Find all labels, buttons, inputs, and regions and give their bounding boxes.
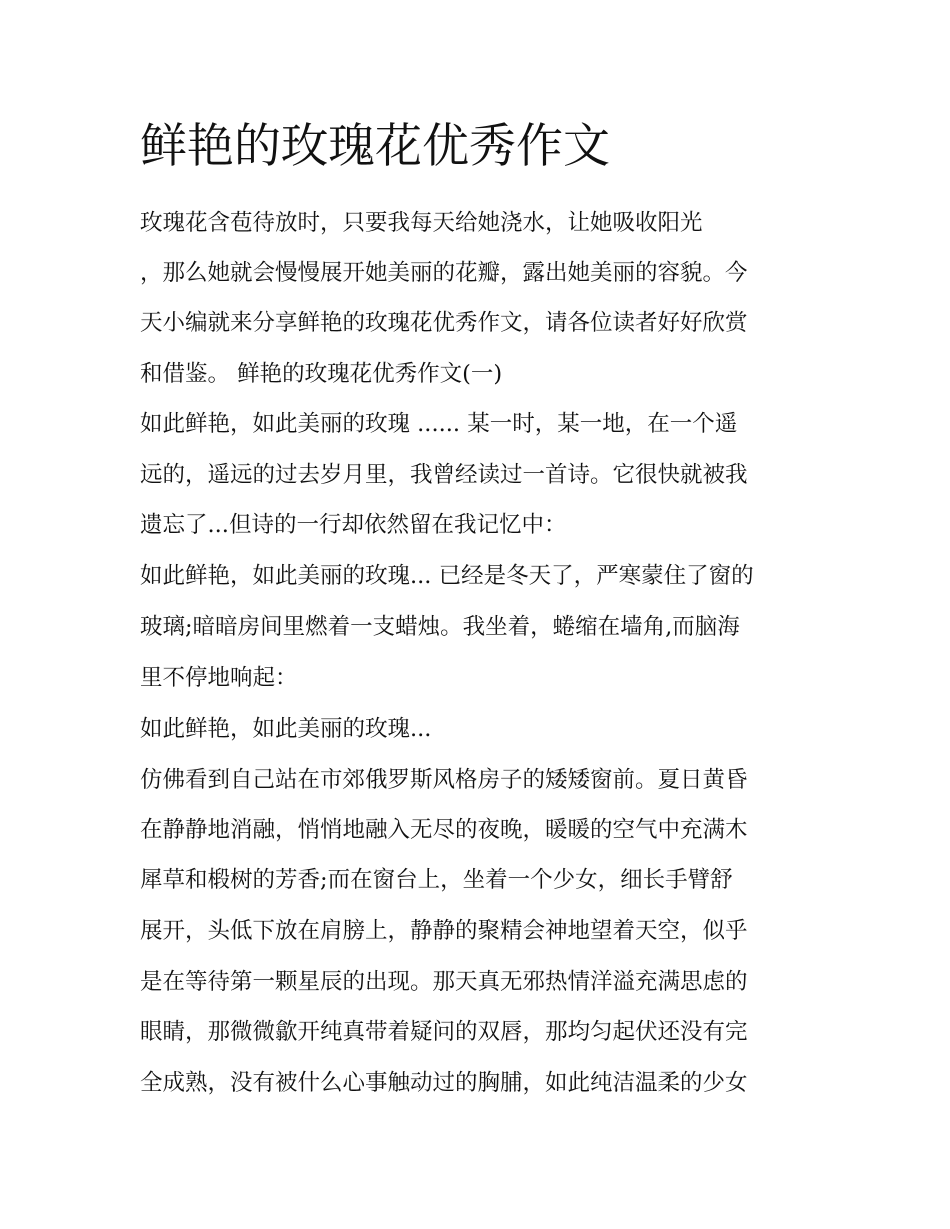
body-line: 和借鉴。 鲜艳的玫瑰花优秀作文(一) <box>140 361 503 387</box>
body-line: 是在等待第一颗星辰的出现。那天真无邪热情洋溢充满思虑的 <box>140 969 748 995</box>
body-line: 远的，遥远的过去岁月里，我曾经读过一首诗。它很快就被我 <box>140 462 748 488</box>
body-line: 如此鲜艳，如此美丽的玫瑰... 已经是冬天了，严寒蒙住了窗的 <box>140 563 754 589</box>
body-line: 玫瑰花含苞待放时，只要我每天给她浇水，让她吸收阳光 <box>140 210 703 236</box>
body-line: 全成熟，没有被什么心事触动过的胸脯，如此纯洁温柔的少女 <box>140 1070 748 1096</box>
body-line: 如此鲜艳，如此美丽的玫瑰 ...... 某一时，某一地，在一个遥 <box>140 411 738 437</box>
body-line: ，那么她就会慢慢展开她美丽的花瓣，露出她美丽的容貌。今 <box>140 260 748 286</box>
body-line: 天小编就来分享鲜艳的玫瑰花优秀作文，请各位读者好好欣赏 <box>140 310 748 336</box>
body-line: 如此鲜艳，如此美丽的玫瑰... <box>140 716 432 742</box>
body-line: 在静静地消融，悄悄地融入无尽的夜晚，暖暖的空气中充满木 <box>140 817 748 843</box>
body-line: 眼睛，那微微歙开纯真带着疑问的双唇，那均匀起伏还没有完 <box>140 1019 748 1045</box>
body-line: 仿佛看到自己站在市郊俄罗斯风格房子的矮矮窗前。夏日黄昏 <box>140 767 748 793</box>
body-line: 展开，头低下放在肩膀上，静静的聚精会神地望着天空，似乎 <box>140 918 748 944</box>
body-line: 遗忘了...但诗的一行却依然留在我记忆中： <box>140 512 567 538</box>
page-title: 鲜艳的玫瑰花优秀作文 <box>140 119 610 174</box>
body-line: 玻璃;暗暗房间里燃着一支蜡烛。我坐着，蜷缩在墙角,而脑海 <box>140 614 740 640</box>
body-line: 里不停地响起： <box>140 665 298 691</box>
body-line: 犀草和椴树的芳香;而在窗台上，坐着一个少女，细长手臂舒 <box>140 867 733 893</box>
